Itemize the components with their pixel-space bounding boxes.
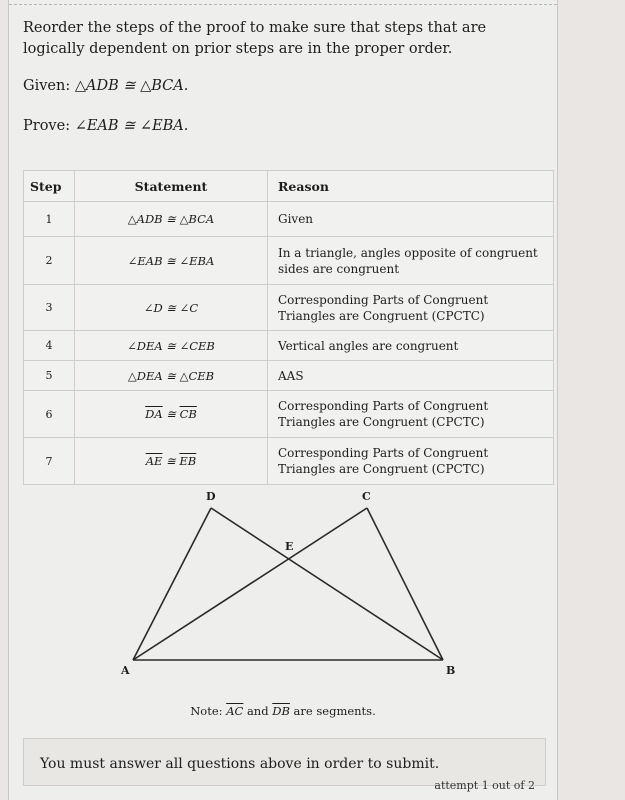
segment-ac-line bbox=[133, 508, 367, 660]
reason-column-header: Reason bbox=[268, 171, 554, 202]
point-label-D: D bbox=[206, 490, 216, 503]
step-number: 6 bbox=[24, 391, 75, 438]
reason-cell: Given bbox=[268, 202, 554, 237]
point-label-A: A bbox=[121, 664, 130, 677]
top-divider bbox=[9, 4, 557, 5]
statement-cell: ∠DEA ≅ ∠CEB bbox=[75, 331, 268, 361]
note-segment-ac: $\overline{AC}$ bbox=[226, 704, 244, 718]
reason-cell: Corresponding Parts of Congruent Triangles are Congruent (CPCTC) bbox=[268, 285, 554, 331]
proof-row-7[interactable] bbox=[24, 438, 554, 485]
question-panel bbox=[8, 0, 558, 800]
congruent-symbol: ≅ bbox=[166, 407, 176, 421]
segment-EB: $\overline{EB}$ bbox=[179, 454, 197, 468]
statement-column-header: Statement bbox=[75, 171, 268, 202]
proof-table bbox=[23, 170, 554, 485]
point-label-E: E bbox=[285, 540, 294, 553]
statement-cell: △ADB ≅ △BCA bbox=[75, 202, 268, 237]
note-suffix: are segments. bbox=[289, 704, 376, 718]
given-statement bbox=[23, 78, 188, 94]
statement-cell: ∠D ≅ ∠C bbox=[75, 285, 268, 331]
prove-label: Prove: bbox=[23, 118, 71, 134]
segment-AE: $\overline{AE}$ bbox=[145, 454, 163, 468]
note-segment-db: $\overline{DB}$ bbox=[272, 704, 290, 718]
step-number: 5 bbox=[24, 361, 75, 391]
statement-cell bbox=[75, 438, 268, 485]
congruent-symbol: ≅ bbox=[166, 454, 176, 468]
reason-cell: AAS bbox=[268, 361, 554, 391]
instructions-text: Reorder the steps of the proof to make sure that steps that are logically dependent on prior steps are in the proper order. bbox=[23, 20, 487, 57]
geometry-diagram bbox=[109, 488, 469, 688]
segment-da-line bbox=[133, 508, 211, 660]
prove-expression: ∠EAB ≅ ∠EBA. bbox=[74, 118, 189, 134]
reason-cell: Corresponding Parts of Congruent Triangles are Congruent (CPCTC) bbox=[268, 391, 554, 438]
statement-cell bbox=[75, 391, 268, 438]
reason-cell: Corresponding Parts of Congruent Triangles are Congruent (CPCTC) bbox=[268, 438, 554, 485]
reason-cell: Vertical angles are congruent bbox=[268, 331, 554, 361]
submit-warning-text: You must answer all questions above in order to submit. bbox=[40, 756, 440, 772]
given-expression: △ADB ≅ △BCA. bbox=[74, 78, 189, 94]
step-number: 2 bbox=[24, 237, 75, 285]
step-number: 3 bbox=[24, 285, 75, 331]
diagram-note bbox=[9, 704, 557, 718]
proof-row-4[interactable] bbox=[24, 331, 554, 361]
segment-CB: $\overline{CB}$ bbox=[179, 407, 197, 421]
given-label: Given: bbox=[23, 78, 71, 94]
statement-cell: △DEA ≅ △CEB bbox=[75, 361, 268, 391]
proof-row-3[interactable] bbox=[24, 285, 554, 331]
proof-row-5[interactable] bbox=[24, 361, 554, 391]
proof-row-6[interactable] bbox=[24, 391, 554, 438]
note-prefix: Note: bbox=[190, 704, 227, 718]
proof-row-1[interactable] bbox=[24, 202, 554, 237]
segment-db-line bbox=[211, 508, 443, 660]
step-number: 7 bbox=[24, 438, 75, 485]
point-label-C: C bbox=[362, 490, 371, 503]
segment-DA: $\overline{DA}$ bbox=[145, 407, 163, 421]
statement-cell: ∠EAB ≅ ∠EBA bbox=[75, 237, 268, 285]
proof-table-header bbox=[24, 171, 554, 202]
reason-cell: In a triangle, angles opposite of congruent sides are congruent bbox=[268, 237, 554, 285]
step-column-header: Step bbox=[24, 171, 75, 202]
proof-row-2[interactable] bbox=[24, 237, 554, 285]
segment-bc-line bbox=[367, 508, 443, 660]
point-label-B: B bbox=[446, 664, 456, 677]
step-number: 4 bbox=[24, 331, 75, 361]
step-number: 1 bbox=[24, 202, 75, 237]
prove-statement bbox=[23, 118, 188, 134]
note-middle: and bbox=[243, 704, 273, 718]
attempt-counter: attempt 1 out of 2 bbox=[434, 779, 535, 792]
